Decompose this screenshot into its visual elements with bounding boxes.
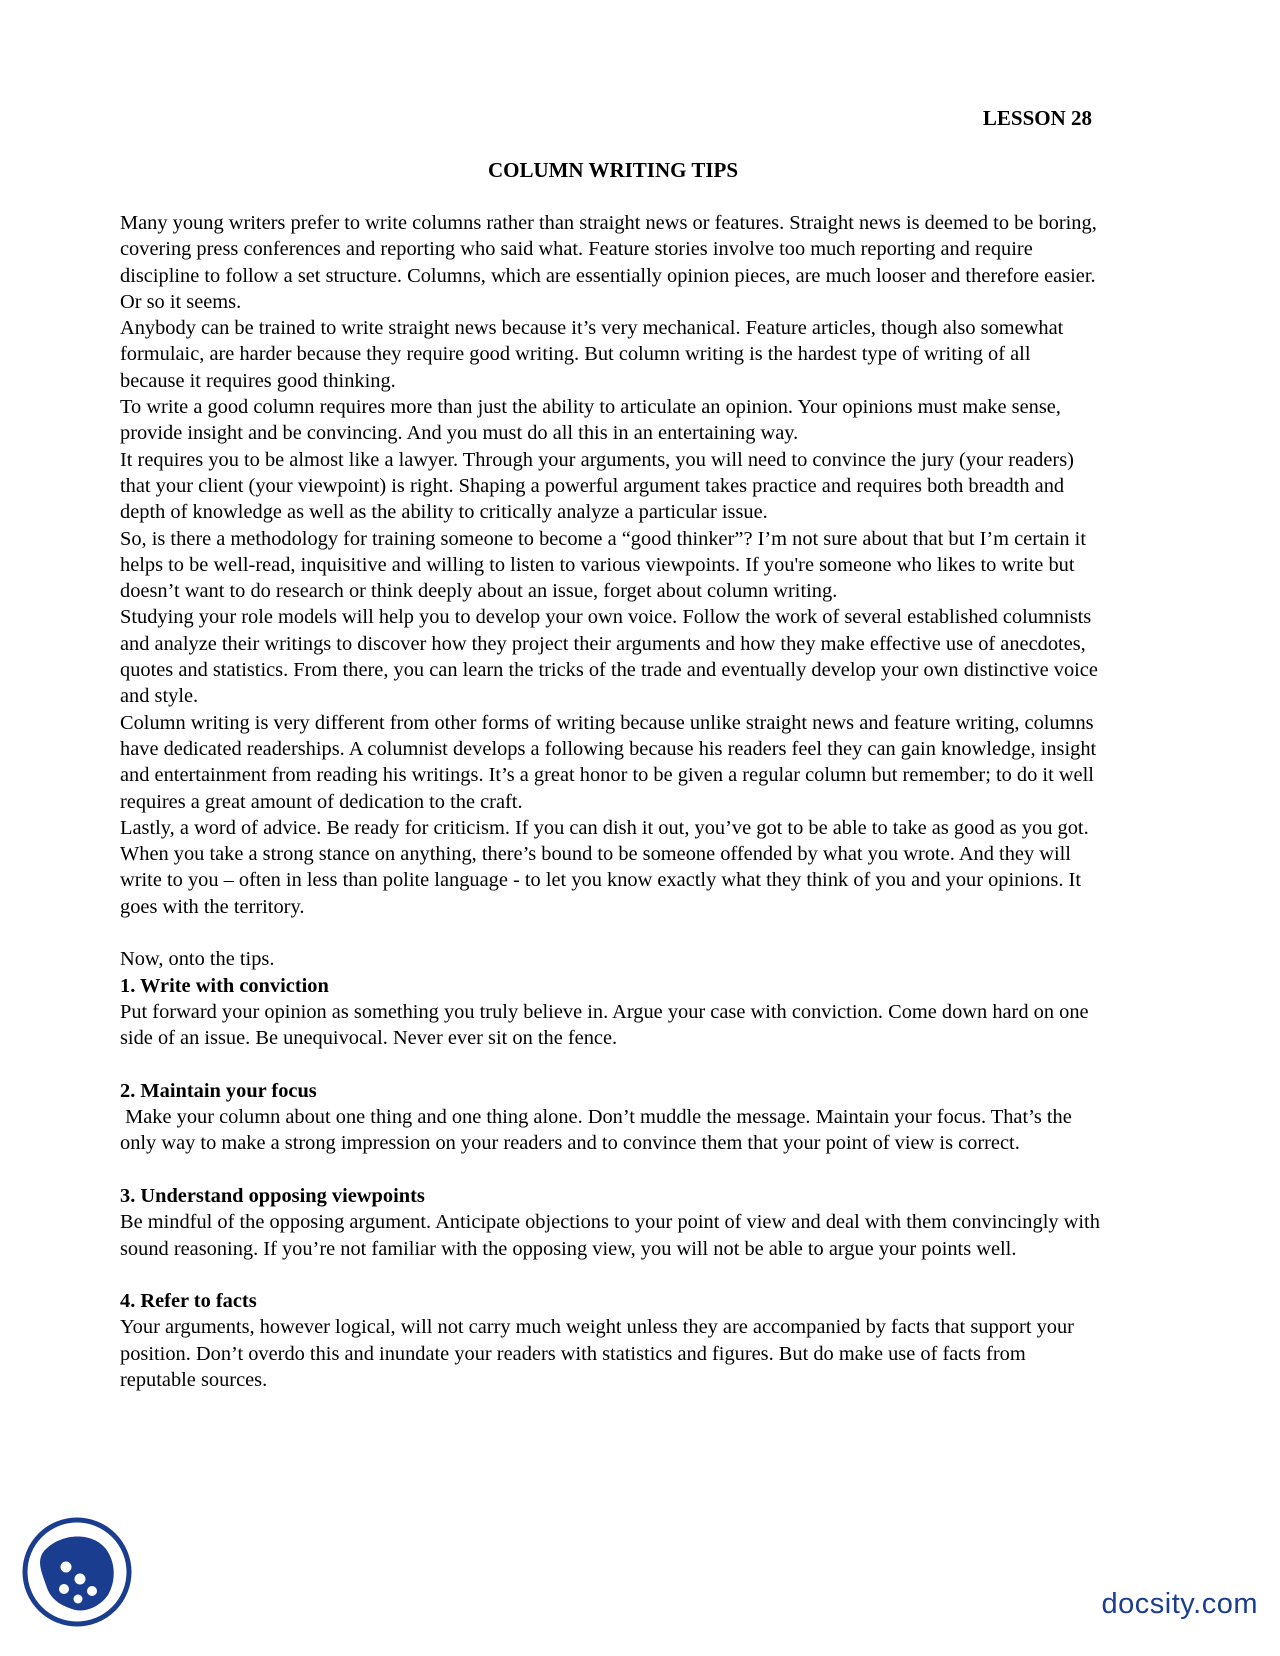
tip-text: Make your column about one thing and one thing alone. Don’t muddle the message. Maintain your focus. That’s the only way to make a strong impression on your readers and to convince them that your point of view is correct. xyxy=(120,1106,1077,1155)
tip-heading: 3. Understand opposing viewpoints xyxy=(120,1184,425,1207)
intro-paragraph: Studying your role models will help you to develop your own voice. Follow the work of several established columnists and analyze their writings to discover how they project their arguments and how they make effective use of anecdotes, quotes and statistics. From there, you can learn the tricks of the trade and eventually develop your own distinctive voice and style. xyxy=(120,606,1098,708)
docsity-logo-icon[interactable] xyxy=(20,1515,134,1629)
page-title: COLUMN WRITING TIPS xyxy=(487,158,739,182)
docsity-logo-graphic xyxy=(20,1515,134,1629)
paragraph-spacer xyxy=(120,1052,1100,1078)
tip-heading: 2. Maintain your focus xyxy=(120,1079,317,1102)
paragraph-spacer xyxy=(120,1262,1100,1288)
intro-paragraph: Many young writers prefer to write columns rather than straight news or features. Straight news is deemed to be boring, covering press conferences and reporting who said what. Feature stories involve too much reporting and require discipline to follow a set structure. Columns, which are essentially opinion pieces, are much looser and therefore easier. Or so it seems. xyxy=(120,212,1097,313)
paragraph-spacer xyxy=(120,920,1100,946)
intro-paragraph: To write a good column requires more than just the ability to articulate an opinion. Your opinions must make sense, provide insight and be convincing. And you must do all this in an entertaining way. xyxy=(120,396,1061,445)
intro-paragraph: It requires you to be almost like a lawyer. Through your arguments, you will need to convince the jury (your readers) that your client (your viewpoint) is right. Shaping a powerful argument takes practice and requires both breadth and depth of knowledge as well as the ability to critically analyze a particular issue. xyxy=(120,448,1074,524)
brand-link[interactable]: docsity.com xyxy=(1101,1588,1258,1620)
tip-heading: 4. Refer to facts xyxy=(120,1290,257,1313)
paragraph-spacer xyxy=(120,1157,1100,1183)
intro-paragraph: Lastly, a word of advice. Be ready for criticism. If you can dish it out, you’ve got to be able to take as good as you got. When you take a strong stance on anything, there’s bound to be someone offended by what you wrote. And they will write to you – often in less than polite language - to let you know exactly what they think of you and your opinions. It goes with the territory. xyxy=(120,816,1089,918)
tip-text: Your arguments, however logical, will not carry much weight unless they are accompanied by facts that support your position. Don’t overdo this and inundate your readers with statistics and figures. But do make use of facts from reputable sources. xyxy=(120,1316,1074,1392)
article-body xyxy=(120,210,1100,1393)
tip-text: Be mindful of the opposing argument. Anticipate objections to your point of view and deal with them convincingly with sound reasoning. If you’re not familiar with the opposing view, you will not be able to argue your points well. xyxy=(120,1211,1100,1260)
lesson-number: LESSON 28 xyxy=(982,106,1092,130)
tip-heading: 1. Write with conviction xyxy=(120,974,329,997)
intro-paragraph: Anybody can be trained to write straight news because it’s very mechanical. Feature articles, though also somewhat formulaic, are harder because they require good writing. But column writing is the hardest type of writing of all because it requires good thinking. xyxy=(120,317,1064,392)
tip-text: Put forward your opinion as something you truly believe in. Argue your case with conviction. Come down hard on one side of an issue. Be unequivocal. Never ever sit on the fence. xyxy=(120,1000,1089,1050)
tips-intro: Now, onto the tips. xyxy=(120,948,275,971)
intro-paragraph: So, is there a methodology for training someone to become a “good thinker”? I’m not sure about that but I’m certain it helps to be well-read, inquisitive and willing to listen to various viewpoints. If you're someone who likes to write but doesn’t want to do research or think deeply about an issue, forget about column writing. xyxy=(120,527,1087,603)
intro-paragraph: Column writing is very different from other forms of writing because unlike straight news and feature writing, columns have dedicated readerships. A columnist develops a following because his readers feel they can gain knowledge, insight and entertainment from reading his writings. It’s a great honor to be given a regular column but remember; to do it well requires a great amount of dedication to the craft. xyxy=(120,711,1097,813)
